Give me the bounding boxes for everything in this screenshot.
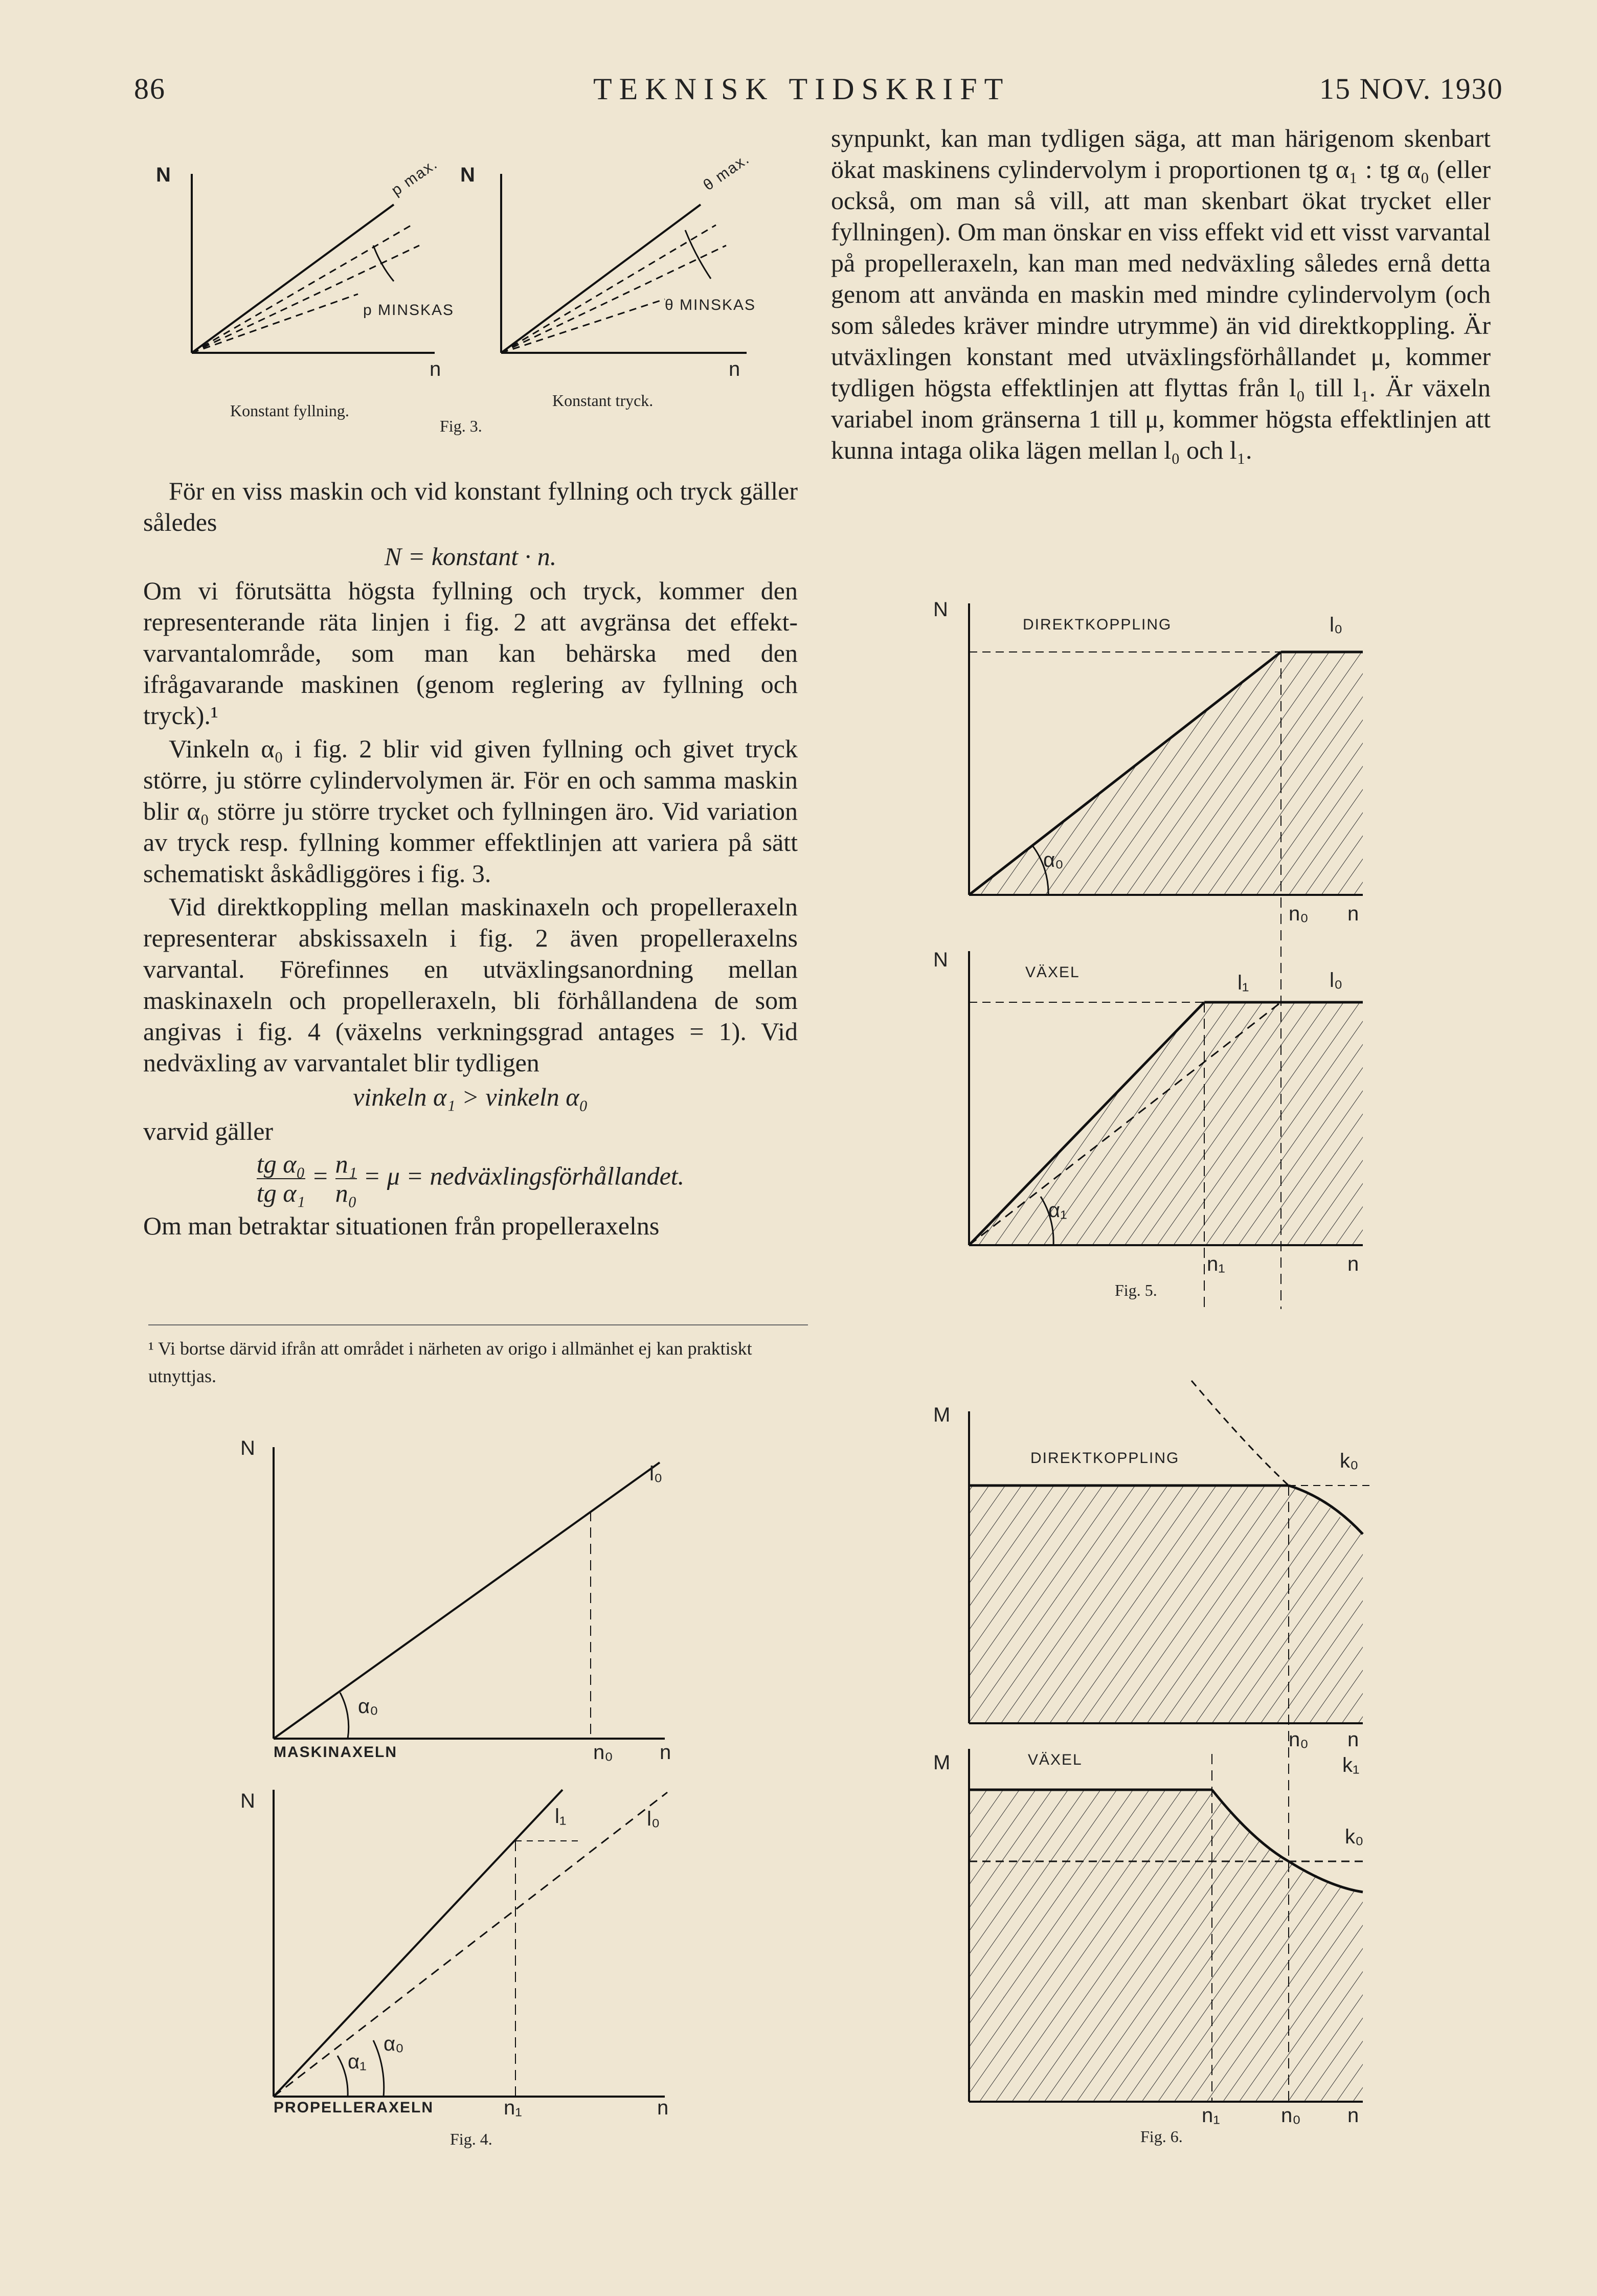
fig4-lower-axis-n: N [240,1790,255,1812]
fig3-right-diagram [501,174,747,353]
para-1: För en viss maskin och vid konstant fyllning och tryck gäller således [143,477,798,536]
fig5-lower-alpha1: α₁ [1048,1199,1067,1222]
fig5-lower-l0: l₀ [1330,969,1343,992]
fig6-lower-k1: k₁ [1342,1754,1360,1776]
fig6-lower-n: n [1347,2104,1359,2127]
para-3: Vinkeln α₀ i fig. 2 blir vid given fyllning och givet tryck större, ju större cylindervolymen är. För en och samma maskin blir α₀ större ju större trycket och fyllningen äro. Vid variation av tryck resp. fyllning kommer effektlinjen att variera på sätt schematiskt åskådliggöres i fig. 3. [143,734,798,888]
fig5-upper-n: n [1347,903,1359,925]
fig5-upper-axis-n: N [933,598,948,621]
fig5-lower-diagram [969,951,1363,1309]
fig3-left-minskas: p MINSKAS [363,302,455,319]
fig6-lower-n1: n₁ [1202,2104,1220,2127]
fig5-upper-n0: n₀ [1289,903,1309,925]
fig5-upper-alpha0: α₀ [1043,849,1064,871]
fig3-left-axis-n: N [156,164,171,186]
para-5: varvid gäller [143,1117,274,1145]
equation-1: N = konstant · n. [384,542,557,571]
para-6: Om man betraktar situationen från propelleraxelns [143,1211,660,1240]
fig3-right-axis-n: N [460,164,475,186]
fig3-left-diagram [192,174,435,353]
fig5-lower-n: n [1347,1253,1359,1275]
para-4: Vid direktkoppling mellan maskinaxeln och propelleraxeln representerar abskissaxeln i fig. 2 även propelleraxelns varvantal. Förefinnes en utväxlingsanordning mellan maskinaxeln och propelleraxeln, bli förhållandena de som angivas i fig. 4 (växelns verkningsgrad antages = 1). Vid nedväxling av varvantalet blir tydligen [143,892,798,1077]
equation-3-rest: = μ = nedväxlingsförhållandet. [363,1161,685,1190]
fig5-upper-title: DIREKTKOPPLING [1023,616,1172,633]
fig6-lower-k0: k₀ [1345,1826,1364,1848]
fig3-right-caption: Konstant tryck. [552,391,654,410]
footnote-rule [148,1324,808,1325]
fig6-caption: Fig. 6. [1140,2127,1183,2146]
fig6-lower-diagram [969,1749,1363,2102]
fig4-lower-diagram [274,1790,667,2097]
fig3-left-pmax: p max. [388,155,441,199]
page-number: 86 [134,72,166,105]
fig4-upper-n: n [660,1741,671,1764]
fig4-lower-n: n [657,2097,669,2119]
fig5-lower-axis-n: N [933,949,948,971]
fig4-lower-axis-label: PROPELLERAXELN [274,2099,434,2116]
fig5-lower-n1: n₁ [1207,1253,1225,1275]
journal-title: TEKNISK TIDSKRIFT [593,72,1010,106]
fig5-lower-title: VÄXEL [1025,964,1080,981]
fig3-left-axis-x: n [430,358,441,380]
fig4-lower-l0: l₀ [647,1808,660,1830]
equation-3: $\frac{\text{tg α₀}}{\text{tg α₁}}$ = $\frac{\text{n₁}}{\text{n₀}}$ = μ = nedväxlingsförhållandet. [256,1150,685,1207]
fig6-upper-k0: k₀ [1340,1450,1359,1472]
fig3-right-axis-x: n [729,358,740,380]
fig6-upper-n0: n₀ [1289,1728,1309,1751]
fig4-upper-n0: n₀ [593,1741,613,1764]
footnote: ¹ Vi bortse därvid ifrån att området i närheten av origo i allmänhet ej kan praktiskt utnyttjas. [148,1338,752,1386]
issue-date: 15 NOV. 1930 [1319,72,1503,105]
fig3-right-minskas: θ MINSKAS [665,297,756,313]
fig6-lower-n0: n₀ [1281,2104,1301,2127]
right-column-text [831,123,1491,468]
fig5-caption: Fig. 5. [1115,1281,1157,1299]
fig6-lower-title: VÄXEL [1028,1751,1083,1768]
para-2: Om vi förutsätta högsta fyllning och tryck, kommer den representerande räta linjen i fig. 2 att avgränsa det effekt-varvantalområde, som man kan behärska med den ifrågavarande maskinen (genom reglering av fyllning och tryck).¹ [143,576,798,730]
fig6-lower-axis-m: M [933,1751,951,1774]
equation-2: vinkeln α₁ > vinkeln α₀ [353,1083,588,1111]
fig4-upper-axis-label: MASKINAXELN [274,1744,398,1761]
fig4-upper-l0: l₀ [649,1462,663,1485]
fig3-right-thetamax: θ max. [700,150,753,194]
fig3-left-caption: Konstant fyllning. [230,401,349,420]
fraction-tg: $\frac{\text{tg α₀}}{\text{tg α₁}}$ [256,1150,305,1207]
left-column-text [143,476,798,1244]
fig6-upper-title: DIREKTKOPPLING [1030,1450,1180,1467]
fig6-upper-axis-m: M [933,1404,951,1426]
fig4-upper-diagram [274,1447,665,1739]
fig4-upper-alpha0: α₀ [358,1695,378,1718]
fig4-upper-axis-n: N [240,1437,255,1459]
fig5-lower-l1: l₁ [1238,972,1249,994]
fig6-upper-n: n [1347,1728,1359,1751]
fig4-caption: Fig. 4. [450,2130,492,2148]
fig5-upper-l0: l₀ [1330,614,1343,636]
fig4-lower-alpha1: α₁ [348,2051,367,2073]
fraction-n: $\frac{\text{n₁}}{\text{n₀}}$ [335,1150,357,1207]
fig4-lower-l1: l₁ [555,1805,567,1828]
right-para-1: synpunkt, kan man tydligen säga, att man härigenom skenbart ökat maskinens cylindervolym i proportionen tg α₁ : tg α₀ (eller också, om man så vill, att man skenbart ökat trycket eller fyllningen). Om man önskar en viss effekt vid ett visst varvantal på propelleraxeln, kan man med nedväxling således ernå detta genom att använda en maskin med mindre cylindervolym (och som således kräver mindre utrymme) än vid direktkoppling. Är utväxlingen konstant med utväxlingsförhållandet μ, kommer tydligen högsta effektlinjen att flyttas från l₀ till l₁. Är växeln variabel inom gränserna 1 till μ, kommer högsta effektlinjen att kunna intaga olika lägen mellan l₀ och l₁. [831,124,1491,464]
fig4-lower-alpha0: α₀ [384,2033,404,2055]
fig4-lower-n1: n₁ [504,2097,522,2119]
fig3-caption: Fig. 3. [440,417,482,435]
